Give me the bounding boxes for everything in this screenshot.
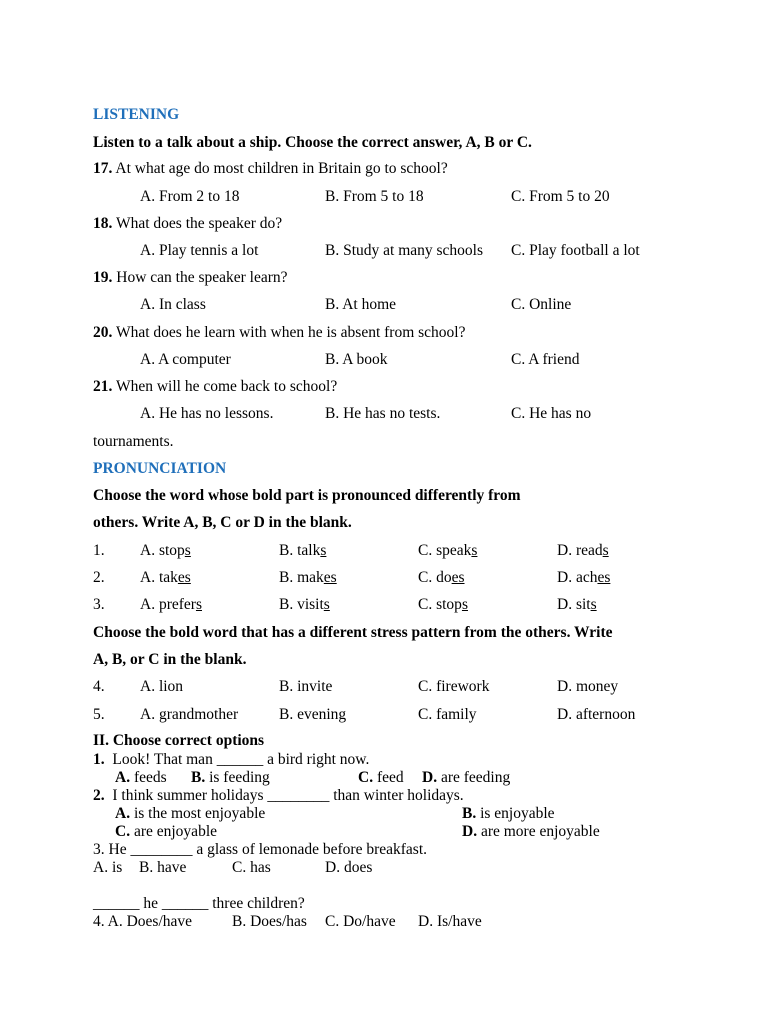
pron-1-a: A. stops	[140, 542, 191, 559]
co-2-c: C. are enjoyable	[115, 823, 218, 840]
co-1-b: B. is feeding	[191, 769, 270, 786]
question-number: 18.	[93, 215, 113, 232]
option-18-a: A. Play tennis a lot	[140, 242, 259, 259]
pron-row-number: 2.	[93, 569, 105, 586]
stress-instruction-cont: A, B, or C in the blank.	[93, 651, 247, 668]
stress-4-c: C. firework	[418, 678, 490, 695]
pron-3-d: D. sits	[557, 596, 597, 613]
co-1-c: C. feed	[358, 769, 404, 786]
co-3-a: A. is	[93, 859, 123, 876]
stress-row-number: 5.	[93, 706, 105, 723]
co-2-a: A. is the most enjoyable	[115, 805, 266, 822]
pron-1-c: C. speaks	[418, 542, 478, 559]
pron-row-number: 3.	[93, 596, 105, 613]
question-21	[93, 378, 337, 396]
option-19-c: C. Online	[511, 296, 572, 313]
co-question-1: 1. Look! That man ______ a bird right now.	[93, 751, 370, 768]
options-section-heading: II. Choose correct options	[93, 732, 265, 749]
co-4-a: 4. A. Does/have	[93, 913, 193, 930]
question-text: At what age do most children in Britain go to school?	[115, 160, 448, 177]
option-19-b: B. At home	[325, 296, 397, 313]
question-number: 19.	[93, 269, 113, 286]
pron-2-c: C. does	[418, 569, 465, 586]
co-2-b: B. is enjoyable	[462, 805, 555, 822]
stress-5-b: B. evening	[279, 706, 347, 723]
question-17	[93, 160, 448, 178]
co-4-c: C. Do/have	[325, 913, 396, 930]
question-19	[93, 269, 288, 287]
question-number: 20.	[93, 324, 113, 341]
pron-2-d: D. aches	[557, 569, 611, 586]
pronunciation-instruction: Choose the word whose bold part is pronounced differently from	[93, 487, 521, 504]
option-17-c: C. From 5 to 20	[511, 188, 610, 205]
question-20	[93, 324, 466, 342]
option-21-c: C. He has no	[511, 405, 592, 422]
option-21-c-wrap: tournaments.	[93, 433, 174, 450]
co-3-d: D. does	[325, 859, 373, 876]
stress-4-b: B. invite	[279, 678, 333, 695]
stress-row-number: 4.	[93, 678, 105, 695]
question-number: 21.	[93, 378, 113, 395]
pronunciation-heading: PRONUNCIATION	[93, 460, 227, 477]
stress-5-a: A. grandmother	[140, 706, 239, 723]
co-question-2: 2. I think summer holidays ________ than winter holidays.	[93, 787, 464, 804]
stress-5-d: D. afternoon	[557, 706, 636, 723]
co-question-3: 3. He ________ a glass of lemonade before breakfast.	[93, 841, 427, 858]
option-20-b: B. A book	[325, 351, 388, 368]
pron-row-number: 1.	[93, 542, 105, 559]
listening-heading: LISTENING	[93, 106, 180, 123]
pron-1-d: D. reads	[557, 542, 609, 559]
pron-2-b: B. makes	[279, 569, 337, 586]
co-question-4: ______ he ______ three children?	[93, 895, 305, 912]
pron-2-a: A. takes	[140, 569, 191, 586]
co-1-a: A. feeds	[115, 769, 167, 786]
co-3-c: C. has	[232, 859, 271, 876]
co-3-b: B. have	[139, 859, 187, 876]
question-text: What does the speaker do?	[115, 215, 283, 232]
stress-5-c: C. family	[418, 706, 477, 723]
co-4-d: D. Is/have	[418, 913, 482, 930]
pron-1-b: B. talks	[279, 542, 327, 559]
question-text: When will he come back to school?	[115, 378, 338, 395]
option-20-a: A. A computer	[140, 351, 231, 368]
question-18	[93, 215, 282, 233]
pron-3-c: C. stops	[418, 596, 468, 613]
stress-instruction: Choose the bold word that has a different stress pattern from the others. Write	[93, 624, 613, 641]
question-text: How can the speaker learn?	[116, 269, 288, 286]
stress-4-a: A. lion	[140, 678, 184, 695]
pronunciation-instruction-cont: others. Write A, B, C or D in the blank.	[93, 514, 352, 531]
co-2-d: D. are more enjoyable	[462, 823, 600, 840]
option-17-b: B. From 5 to 18	[325, 188, 424, 205]
listening-instruction: Listen to a talk about a ship. Choose the correct answer, A, B or C.	[93, 134, 532, 151]
co-1-d: D. are feeding	[422, 769, 511, 786]
co-4-b: B. Does/has	[232, 913, 307, 930]
option-21-b: B. He has no tests.	[325, 405, 441, 422]
stress-4-d: D. money	[557, 678, 619, 695]
option-19-a: A. In class	[140, 296, 206, 313]
option-17-a: A. From 2 to 18	[140, 188, 240, 205]
option-20-c: C. A friend	[511, 351, 580, 368]
option-18-b: B. Study at many schools	[325, 242, 484, 259]
pron-3-b: B. visits	[279, 596, 330, 613]
pron-3-a: A. prefers	[140, 596, 202, 613]
option-18-c: C. Play football a lot	[511, 242, 640, 259]
question-number: 17.	[93, 160, 113, 177]
question-text: What does he learn with when he is absent from school?	[115, 324, 466, 341]
option-21-a: A. He has no lessons.	[140, 405, 274, 422]
